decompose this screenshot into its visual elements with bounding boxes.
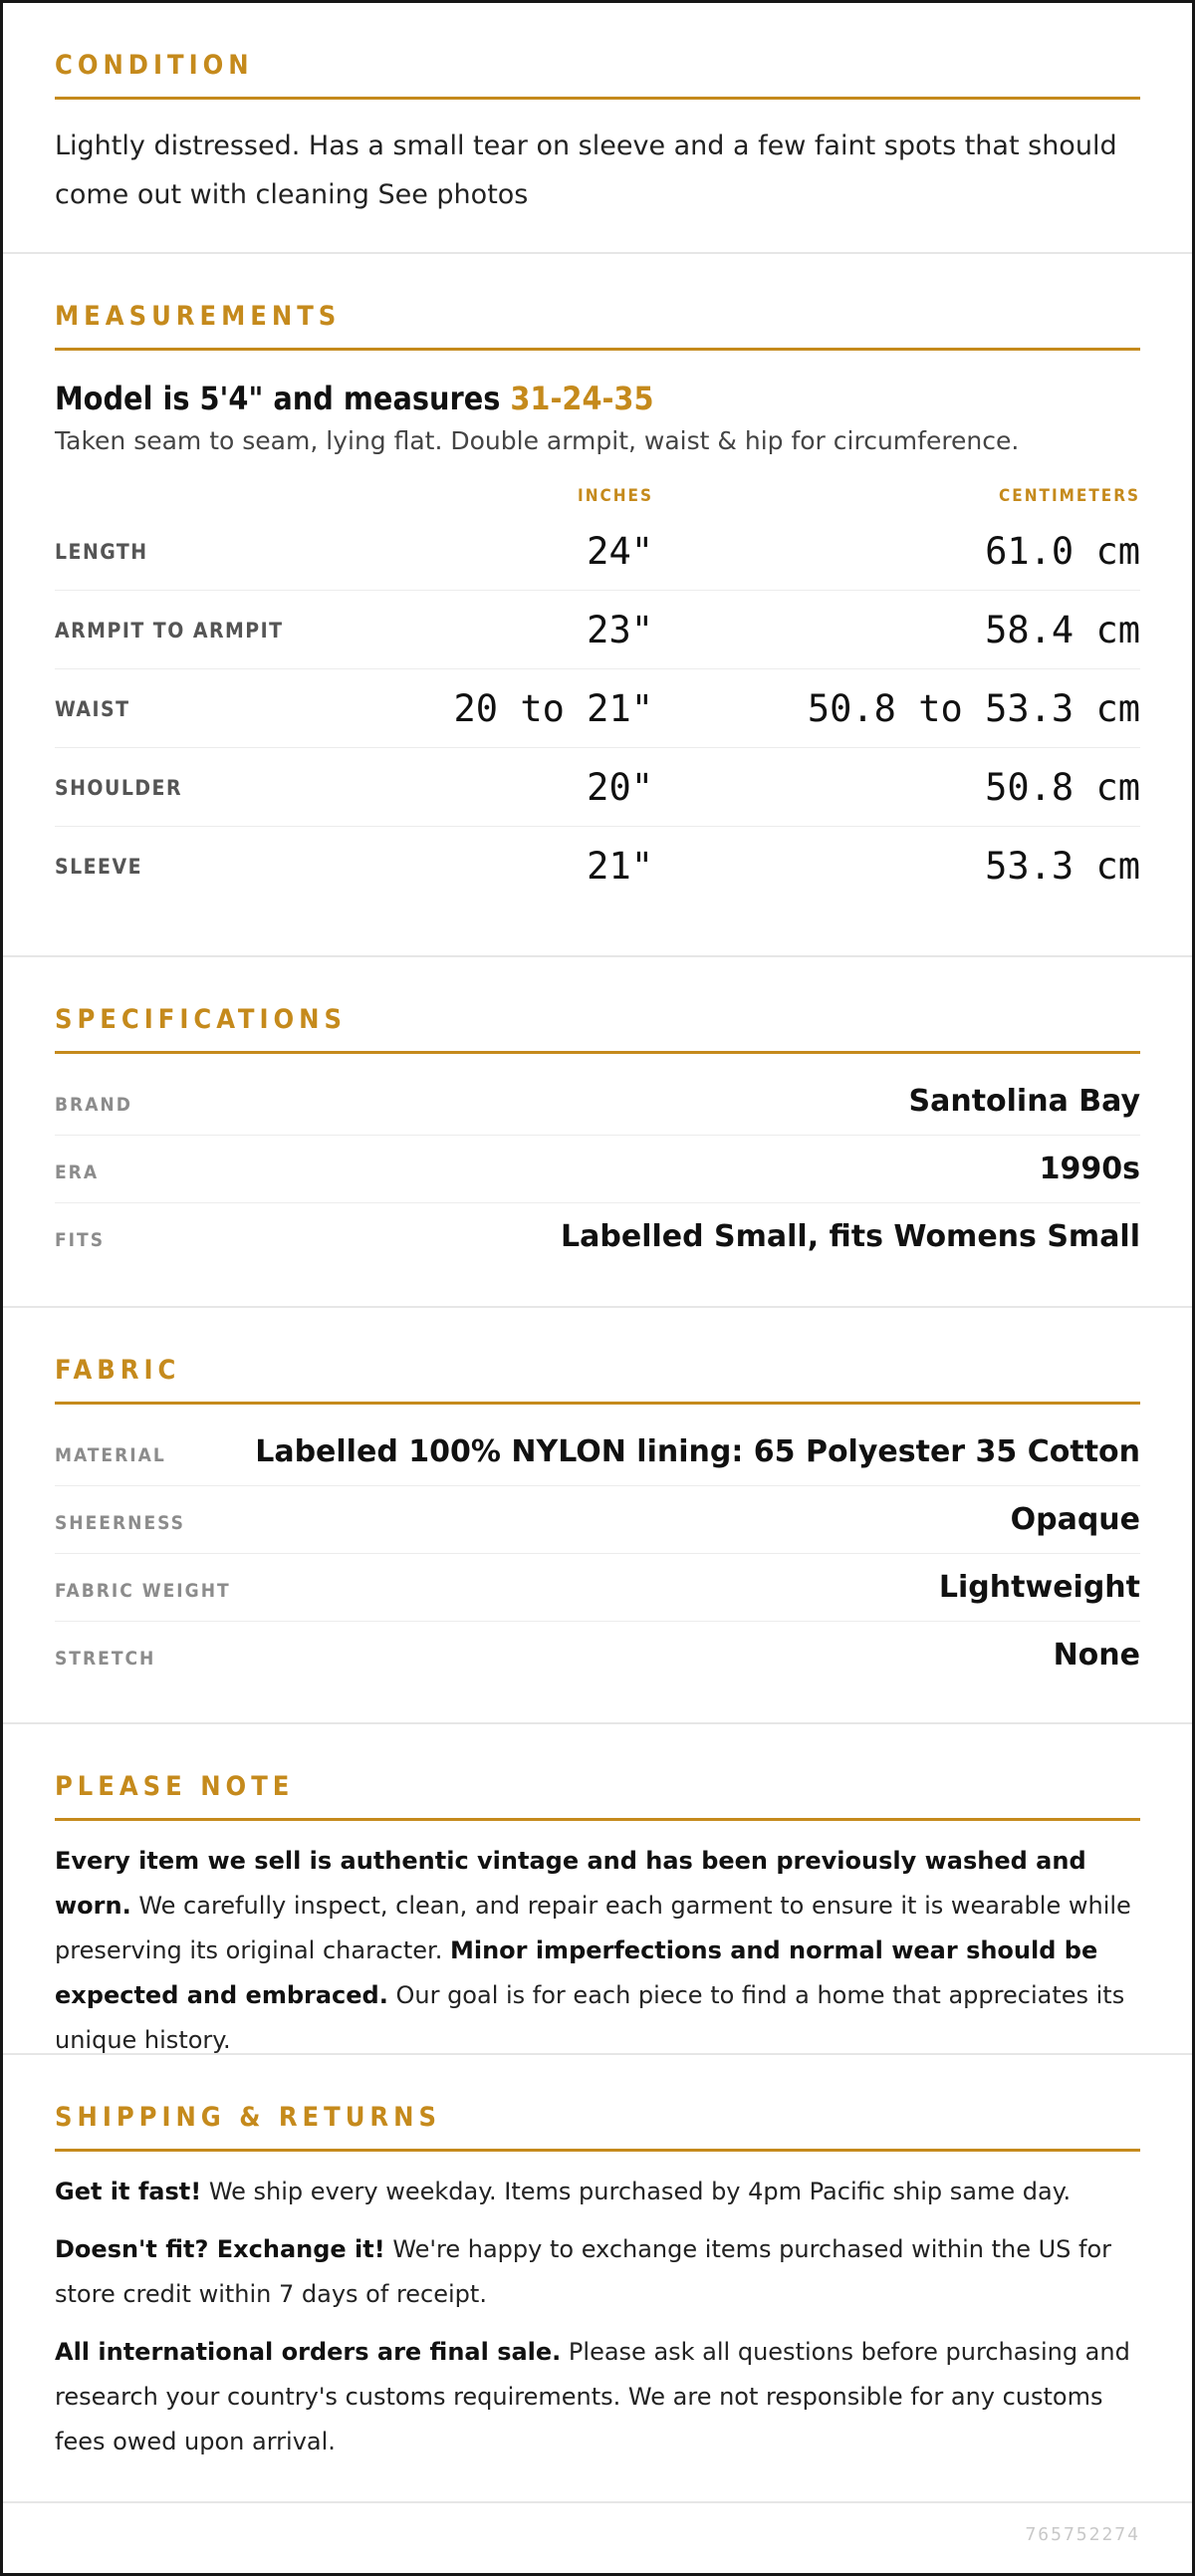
model-measures-value: 31-24-35 bbox=[510, 380, 654, 417]
measurements-section bbox=[3, 254, 1192, 957]
measurement-row-waist bbox=[55, 669, 1140, 748]
measurement-inches: 21" bbox=[587, 845, 653, 888]
spec-label: BRAND bbox=[55, 1094, 132, 1116]
shipping-returns-section bbox=[3, 2055, 1192, 2503]
measurement-label: LENGTH bbox=[55, 540, 148, 564]
shipping-international-bold: All international orders are final sale. bbox=[55, 2338, 562, 2366]
specifications-list bbox=[55, 1068, 1140, 1270]
note-text-inspect: We carefully inspect, clean, and repair each garment to ensure it is wearable while preserving its original character. bbox=[55, 1892, 1131, 1964]
measurements-title: MEASUREMENTS bbox=[55, 300, 1140, 351]
measurement-inches: 20 to 21" bbox=[453, 687, 653, 730]
spec-label: ERA bbox=[55, 1161, 100, 1183]
model-prefix: Model is 5'4" and measures bbox=[55, 380, 511, 417]
fabric-value: Opaque bbox=[1010, 1502, 1140, 1537]
specifications-section bbox=[3, 957, 1192, 1308]
fabric-title: FABRIC bbox=[55, 1354, 1140, 1405]
note-bold-imperfections: Minor imperfections and normal wear should be expected and embraced. bbox=[55, 1936, 1098, 2009]
shipping-exchange-text: We're happy to exchange items purchased within the US for store credit within 7 days of receipt. bbox=[55, 2235, 1112, 2308]
shipping-exchange-paragraph bbox=[55, 2227, 1140, 2317]
fabric-section bbox=[3, 1308, 1192, 1724]
measurement-method-note: Taken seam to seam, lying flat. Double armpit, waist & hip for circumference. bbox=[55, 426, 1020, 455]
shipping-exchange-bold: Doesn't fit? Exchange it! bbox=[55, 2235, 385, 2263]
shipping-international-paragraph bbox=[55, 2330, 1140, 2464]
fabric-label: SHEERNESS bbox=[55, 1512, 185, 1534]
measurement-inches: 24" bbox=[587, 530, 653, 573]
spec-row-era bbox=[55, 1136, 1140, 1203]
measurement-row-sleeve bbox=[55, 827, 1140, 904]
please-note-section bbox=[3, 1724, 1192, 2055]
shipping-fast-text: We ship every weekday. Items purchased by 4pm Pacific ship same day. bbox=[201, 2178, 1072, 2205]
spec-row-fits bbox=[55, 1203, 1140, 1270]
measurement-cm: 58.4 cm bbox=[985, 609, 1140, 651]
specifications-title: SPECIFICATIONS bbox=[55, 1003, 1140, 1054]
fabric-row-sheerness bbox=[55, 1486, 1140, 1554]
shipping-returns-title: SHIPPING & RETURNS bbox=[55, 2101, 1140, 2152]
fabric-value: Labelled 100% NYLON lining: 65 Polyester 35 Cotton bbox=[255, 1434, 1140, 1469]
spec-value: 1990s bbox=[1039, 1152, 1140, 1186]
centimeters-column-header: CENTIMETERS bbox=[999, 486, 1140, 506]
note-bold-authentic: Every item we sell is authentic vintage and has been previously washed and worn. bbox=[55, 1847, 1086, 1920]
fabric-value: Lightweight bbox=[938, 1570, 1140, 1605]
fabric-row-weight bbox=[55, 1554, 1140, 1622]
fabric-label: FABRIC WEIGHT bbox=[55, 1580, 231, 1602]
please-note-text bbox=[55, 1839, 1140, 2063]
spec-value: Santolina Bay bbox=[908, 1084, 1140, 1119]
model-measurements-line bbox=[55, 377, 1140, 420]
measurement-inches: 20" bbox=[587, 766, 653, 809]
inches-column-header: INCHES bbox=[578, 486, 653, 506]
measurement-label: ARMPIT TO ARMPIT bbox=[55, 619, 284, 643]
condition-title: CONDITION bbox=[55, 49, 1140, 100]
measurement-cm: 50.8 cm bbox=[985, 766, 1140, 809]
fabric-row-stretch bbox=[55, 1622, 1140, 1688]
measurement-cm: 61.0 cm bbox=[985, 530, 1140, 573]
shipping-international-text: Please ask all questions before purchasing and research your country's customs requirements. We are not responsible for any customs fees owed upon arrival. bbox=[55, 2338, 1130, 2455]
fabric-label: MATERIAL bbox=[55, 1444, 166, 1466]
measurement-column-headers bbox=[55, 476, 1140, 512]
fabric-row-material bbox=[55, 1418, 1140, 1486]
measurement-table bbox=[55, 512, 1140, 904]
measurement-row-armpit bbox=[55, 591, 1140, 669]
condition-text: Lightly distressed. Has a small tear on sleeve and a few faint spots that should come out with cleaning See photos bbox=[55, 130, 1117, 210]
spec-value: Labelled Small, fits Womens Small bbox=[561, 1219, 1140, 1254]
measurement-row-shoulder bbox=[55, 748, 1140, 827]
measurement-cm: 50.8 to 53.3 cm bbox=[807, 687, 1140, 730]
spec-label: FITS bbox=[55, 1229, 106, 1251]
fabric-value: None bbox=[1053, 1638, 1140, 1673]
measurement-row-length bbox=[55, 512, 1140, 591]
shipping-fast-paragraph bbox=[55, 2170, 1140, 2214]
measurement-label: WAIST bbox=[55, 697, 130, 721]
shipping-fast-bold: Get it fast! bbox=[55, 2178, 202, 2205]
note-text-goal: Our goal is for each piece to find a home that appreciates its unique history. bbox=[55, 1981, 1125, 2054]
please-note-title: PLEASE NOTE bbox=[55, 1770, 1140, 1821]
spec-row-brand bbox=[55, 1068, 1140, 1136]
fabric-list bbox=[55, 1418, 1140, 1688]
measurement-inches: 23" bbox=[587, 609, 653, 651]
item-id: 765752274 bbox=[1025, 2524, 1140, 2545]
condition-section bbox=[3, 3, 1192, 254]
measurement-label: SHOULDER bbox=[55, 776, 183, 800]
fabric-label: STRETCH bbox=[55, 1648, 156, 1670]
measurement-cm: 53.3 cm bbox=[985, 845, 1140, 888]
measurement-label: SLEEVE bbox=[55, 855, 142, 879]
